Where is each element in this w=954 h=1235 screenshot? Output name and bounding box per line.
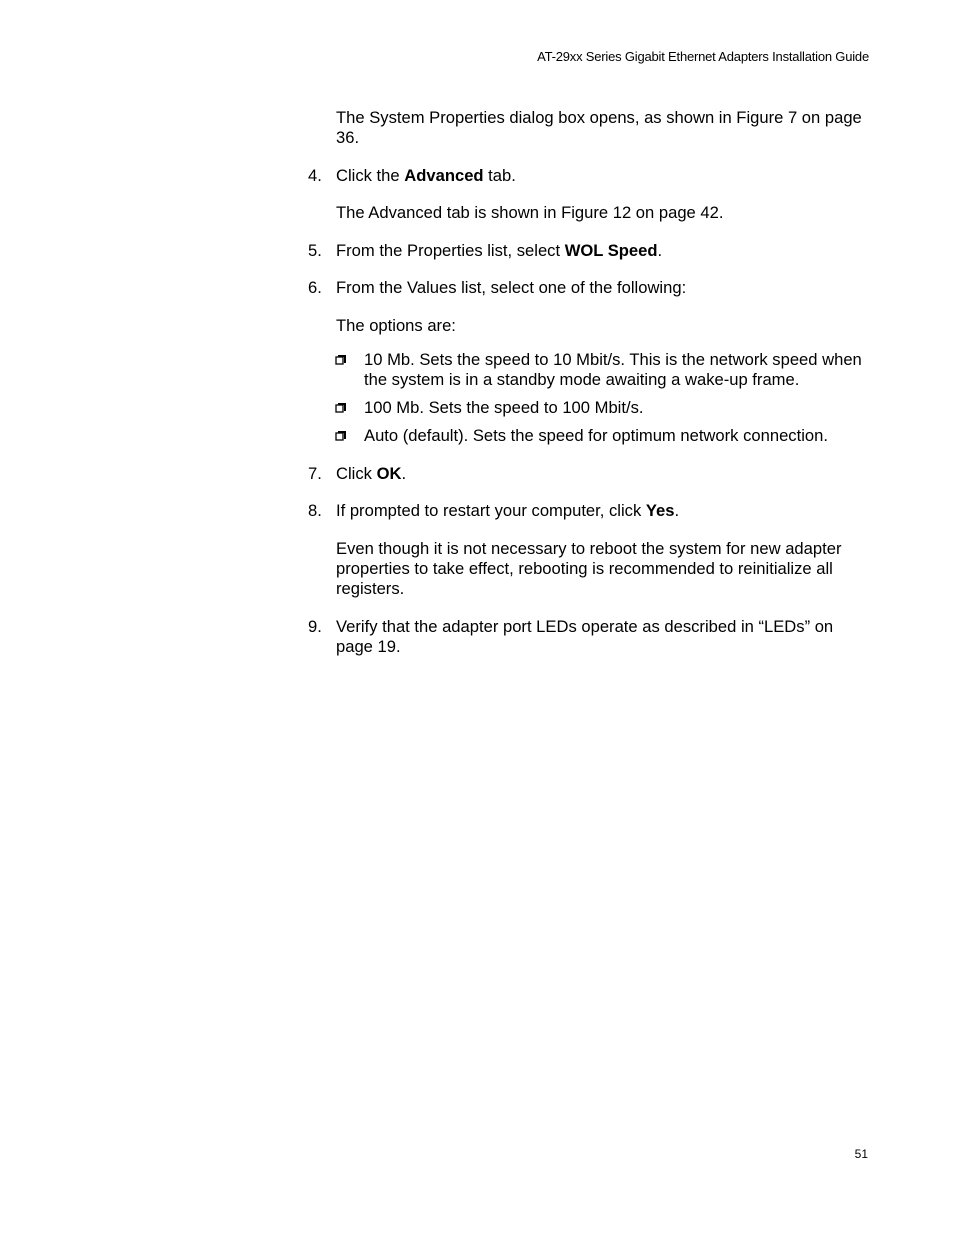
step-6-text: From the Values list, select one of the following:	[336, 278, 687, 297]
step-4-number: 4.	[308, 166, 322, 185]
step-7-text: Click OK.	[336, 464, 407, 483]
option-10mb: 10 Mb. Sets the speed to 10 Mbit/s. This is the network speed when the system is in a standby mode awaiting a wake-up frame.	[364, 350, 862, 389]
step-5-text: From the Properties list, select WOL Speed.	[336, 241, 663, 260]
ok-label: OK	[376, 464, 402, 483]
option-auto: Auto (default). Sets the speed for optimum network connection.	[364, 426, 828, 445]
checkbox-bullet-icon	[335, 402, 347, 414]
step-5-number: 5.	[308, 241, 322, 260]
step-8-number: 8.	[308, 501, 322, 520]
step-9-text: Verify that the adapter port LEDs operate as described in “LEDs” on page 19.	[336, 617, 834, 656]
step-6-number: 6.	[308, 278, 322, 297]
step-8-text: If prompted to restart your computer, click Yes.	[336, 501, 680, 520]
checkbox-bullet-icon	[335, 430, 347, 442]
advanced-tab-label: Advanced	[404, 166, 484, 185]
checkbox-bullet-icon	[335, 354, 347, 366]
step-9-number: 9.	[308, 617, 322, 636]
option-100mb: 100 Mb. Sets the speed to 100 Mbit/s.	[364, 398, 644, 417]
step-7-number: 7.	[308, 464, 322, 483]
intro-paragraph: The System Properties dialog box opens, as shown in Figure 7 on page 36.	[336, 108, 862, 147]
step-4-note: The Advanced tab is shown in Figure 12 on page 42.	[336, 203, 724, 222]
step-6-note: The options are:	[336, 316, 456, 335]
wol-speed-label: WOL Speed	[564, 241, 658, 260]
step-8-note: Even though it is not necessary to reboot the system for new adapter properties to take effect, rebooting is recommended to reinitialize all registers.	[336, 539, 842, 598]
running-header: AT-29xx Series Gigabit Ethernet Adapters Installation Guide	[537, 49, 869, 64]
yes-label: Yes	[645, 501, 675, 520]
step-4-text: Click the Advanced tab.	[336, 166, 516, 185]
page-number: 51	[854, 1147, 868, 1161]
